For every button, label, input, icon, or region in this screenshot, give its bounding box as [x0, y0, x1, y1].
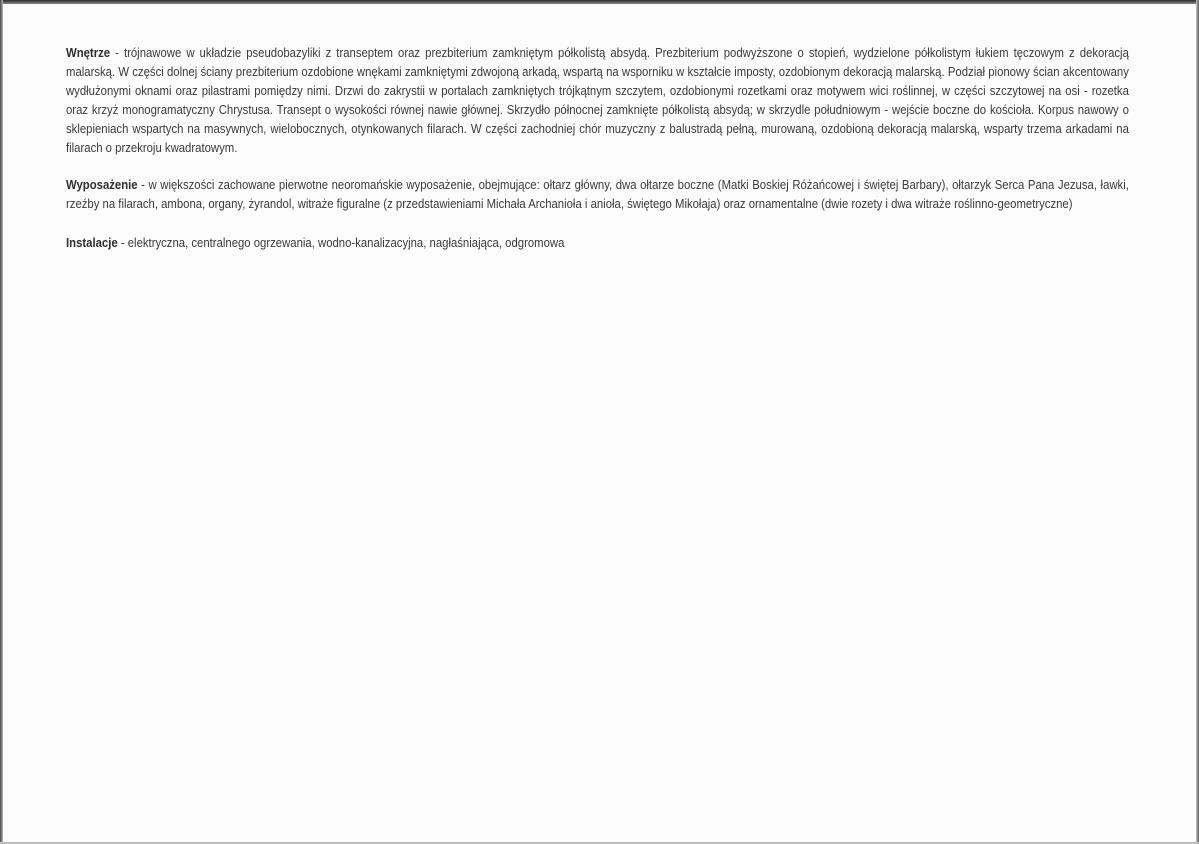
document-body — [66, 44, 1129, 270]
separator: - — [117, 236, 128, 250]
paragraph-interior-text: trójnawowe w układzie pseudobazyliki z transeptem oraz prezbiterium zamkniętym półkolistą absydą. Prezbiterium podwyższone o stopień, wydzielone półkolistym łukiem tęczowym z dekoracją malarską. W części dolnej ściany prezbiterium ozdobione wnękami zamkniętymi zdwojoną arkadą, wspartą na wsporniku w kształcie imposty, ozdobionym dekoracją malarską. Podział pionowy ścian akcentowany wydłużonymi oknami oraz pilastrami pomiędzy nimi. Drzwi do zakrystii w portalach zamkniętych trójkątnym szczytem, ozdobionymi rozetkami oraz motywem wici roślinnej, w części szczytowej na osi - rozetka oraz krzyż monogramatyczny Chrystusa. Transept o wysokości równej nawie głównej. Skrzydło północnej zamknięte półkolistą absydą; w skrzydle południowym - wejście boczne do kościoła. Korpus nawowy o sklepieniach wspartych na masywnych, wielobocznych, otynkowanych filarach. W części zachodniej chór muzyczny z balustradą pełną, murowaną, ozdobioną dekoracją malarską, wsparty trzema arkadami na filarach o przekroju kwadratowym. — [66, 46, 1129, 155]
paragraph-installations-text: elektryczna, centralnego ogrzewania, wodno-kanalizacyjna, nagłaśniająca, odgromowa — [127, 236, 565, 250]
separator: - — [110, 46, 124, 60]
paragraph-interior — [66, 44, 1129, 158]
paragraph-installations — [66, 234, 1129, 253]
term-furnishings: Wyposażenie — [66, 178, 138, 192]
paragraph-furnishings — [66, 176, 1129, 214]
term-installations: Instalacje — [66, 236, 118, 250]
term-interior: Wnętrze — [66, 46, 111, 60]
paragraph-furnishings-text: w większości zachowane pierwotne neoromańskie wyposażenie, obejmujące: ołtarz główny, dwa ołtarze boczne (Matki Boskiej Różańcowej i świętej Barbary), ołtarzyk Serca Pana Jezusa, ławki, rzeźby na filarach, ambona, organy, żyrandol, witraże figuralne (z przedstawieniami Michała Archanioła i anioła, świętego Mikołaja) oraz ornamentalne (dwie rozety i dwa witraże roślinno-geometryczne) — [66, 178, 1129, 211]
scan-edge-left — [0, 0, 3, 844]
scan-edge-top — [0, 0, 1199, 4]
separator: - — [137, 178, 149, 192]
